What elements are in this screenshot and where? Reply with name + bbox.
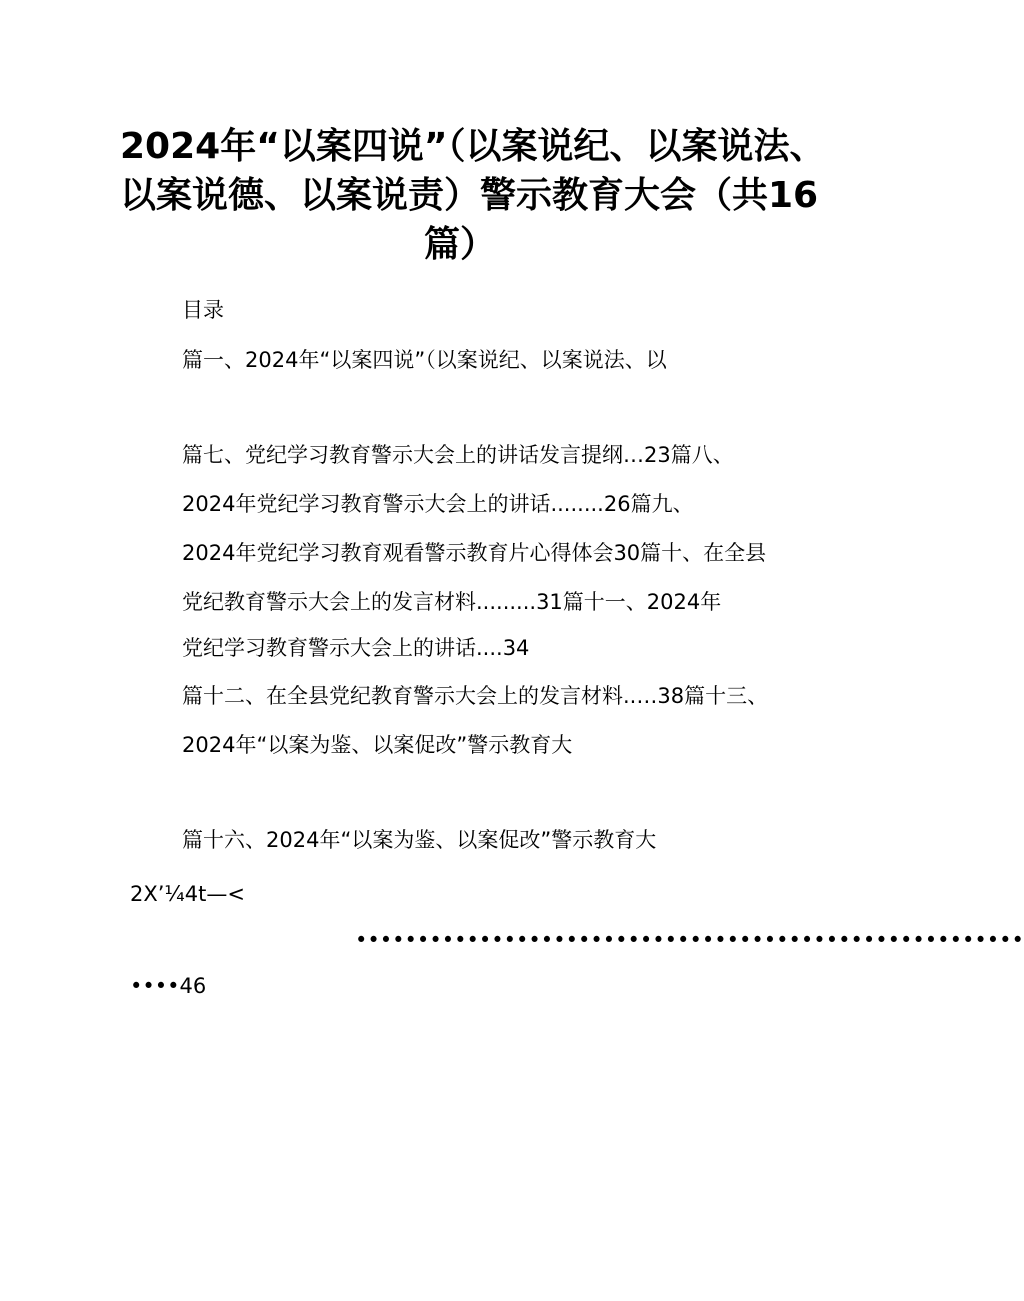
- toc-entry[interactable]: 2024年“以案为鉴、以案促改”警示教育大: [182, 733, 573, 757]
- toc-entry[interactable]: 篇七、党纪学习教育警示大会上的讲话发言提纲…23篇八、: [182, 443, 734, 467]
- toc-heading: 目录: [182, 298, 224, 322]
- toc-page-number: ••••46: [130, 974, 207, 998]
- toc-entry[interactable]: 2024年党纪学习教育观看警示教育片心得体会30篇十、在全县: [182, 541, 767, 565]
- toc-entry[interactable]: 党纪学习教育警示大会上的讲话....34: [182, 636, 530, 660]
- toc-entry[interactable]: 党纪教育警示大会上的发言材料.........31篇十一、2024年: [182, 590, 722, 614]
- toc-dot-leader: ••••••••••••••••••••••••••••••••••••••••••••••••••••••: [355, 928, 1024, 952]
- toc-entry[interactable]: 2024年党纪学习教育警示大会上的讲话........26篇九、: [182, 492, 694, 516]
- toc-entry[interactable]: 篇十六、2024年“以案为鉴、以案促改”警示教育大: [182, 828, 657, 852]
- toc-entry[interactable]: 篇一、2024年“以案四说”（以案说纪、以案说法、以: [182, 348, 667, 372]
- toc-garbled-text: 2X’¼4t—<: [130, 882, 245, 906]
- document-title-line-1: 2024年“以案四说”（以案说纪、以案说法、: [120, 126, 826, 167]
- toc-entry[interactable]: 篇十二、在全县党纪教育警示大会上的发言材料..…38篇十三、: [182, 684, 769, 708]
- document-title-line-2: 以案说德、以案说责）警示教育大会（共16: [120, 175, 819, 216]
- document-title-line-3: 篇）: [423, 224, 496, 265]
